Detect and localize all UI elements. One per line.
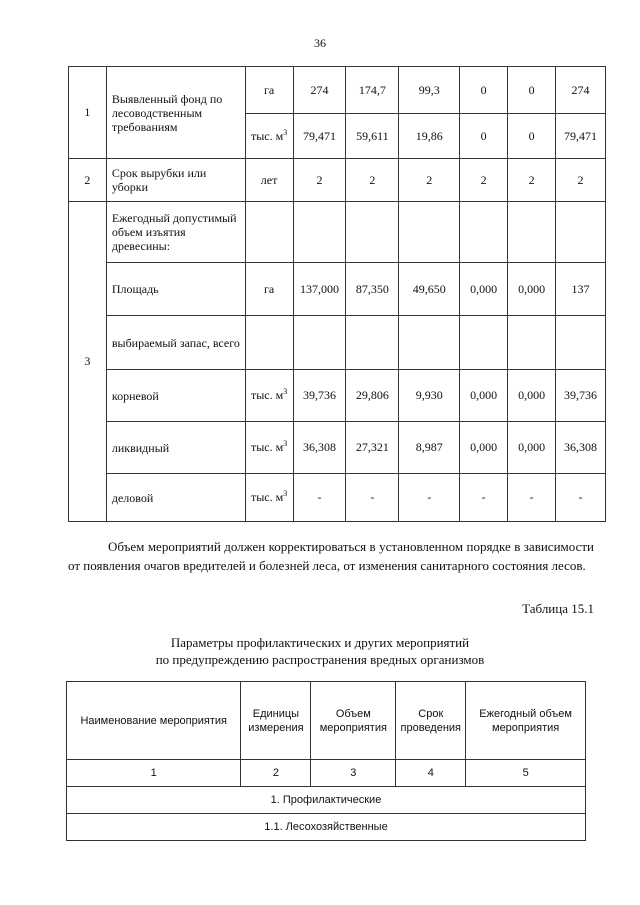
table-row: [69, 67, 606, 114]
column-header: Объем мероприятия: [311, 682, 396, 760]
value-cell: 274: [556, 67, 606, 114]
value-cell: 0,000: [508, 422, 556, 474]
value-cell: 0: [508, 67, 556, 114]
forest-use-table: [68, 66, 606, 522]
row-name: Площадь: [106, 263, 245, 316]
body-paragraph: Объем мероприятий должен корректироваться в установленном порядке в зависимости от появления очагов вредителей и болезней леса, от изменения санитарного состояния лесов.: [68, 539, 594, 573]
value-cell: -: [460, 474, 508, 522]
measures-table: [66, 681, 586, 841]
table-title-line1: Параметры профилактических и других мероприятий: [170, 635, 470, 650]
page-number: 36: [314, 36, 326, 50]
value-cell: 8,987: [399, 422, 460, 474]
empty-cell: [245, 316, 293, 370]
value-cell: 0,000: [460, 263, 508, 316]
value-cell: 99,3: [399, 67, 460, 114]
empty-cell: [556, 316, 606, 370]
subsection-heading: 1.1. Лесохозяйственные: [67, 814, 586, 841]
value-cell: 36,308: [556, 422, 606, 474]
unit-text: тыс. м: [250, 128, 284, 143]
value-cell: -: [293, 474, 346, 522]
row-number: 2: [69, 159, 107, 202]
empty-cell: [293, 202, 346, 263]
value-cell: 0: [460, 67, 508, 114]
row-name: выбираемый запас, всего: [106, 316, 245, 370]
table-row: [69, 422, 606, 474]
unit-superscript: 3: [283, 387, 288, 396]
section-row: [67, 814, 586, 841]
unit-cell: га: [245, 263, 293, 316]
column-header: Наименование мероприятия: [67, 682, 241, 760]
value-cell: 137,000: [293, 263, 346, 316]
value-cell: 39,736: [556, 370, 606, 422]
table-row: [69, 474, 606, 522]
value-cell: 0: [508, 114, 556, 159]
section-row: [67, 787, 586, 814]
table-header-row: [67, 682, 586, 760]
empty-cell: [399, 202, 460, 263]
value-cell: 49,650: [399, 263, 460, 316]
value-cell: 79,471: [556, 114, 606, 159]
empty-cell: [245, 202, 293, 263]
value-cell: 2: [508, 159, 556, 202]
empty-cell: [346, 316, 399, 370]
section-heading: 1. Профилактические: [67, 787, 586, 814]
row-name: Выявленный фонд по лесоводственным требованиям: [106, 67, 245, 159]
unit-cell: га: [245, 67, 293, 114]
column-number: 2: [241, 760, 311, 787]
empty-cell: [460, 202, 508, 263]
unit-superscript: 3: [283, 127, 288, 137]
column-header: Ежегодный объем мероприятия: [466, 682, 586, 760]
column-header: Срок проведения: [396, 682, 466, 760]
table-title-line2: по предупреждению распространения вредных организмов: [155, 652, 485, 667]
value-cell: 137: [556, 263, 606, 316]
column-number: 4: [396, 760, 466, 787]
value-cell: 9,930: [399, 370, 460, 422]
empty-cell: [346, 202, 399, 263]
column-number-row: [67, 760, 586, 787]
empty-cell: [556, 202, 606, 263]
table-title: [0, 634, 640, 668]
empty-cell: [508, 316, 556, 370]
unit-superscript: 3: [283, 439, 288, 448]
row-number: 3: [69, 202, 107, 522]
value-cell: -: [508, 474, 556, 522]
value-cell: -: [346, 474, 399, 522]
empty-cell: [460, 316, 508, 370]
empty-cell: [399, 316, 460, 370]
value-cell: 2: [460, 159, 508, 202]
unit-text: тыс. м: [250, 388, 284, 402]
table-row: [69, 316, 606, 370]
value-cell: 59,611: [346, 114, 399, 159]
value-cell: 87,350: [346, 263, 399, 316]
column-number: 1: [67, 760, 241, 787]
row-name: Ежегодный допустимый объем изъятия древесины:: [106, 202, 245, 263]
unit-text: тыс. м: [250, 490, 284, 504]
value-cell: 36,308: [293, 422, 346, 474]
value-cell: 19,86: [399, 114, 460, 159]
value-cell: 0,000: [508, 263, 556, 316]
value-cell: 174,7: [346, 67, 399, 114]
table-row: [69, 370, 606, 422]
column-number: 5: [466, 760, 586, 787]
row-name: ликвидный: [106, 422, 245, 474]
unit-cell: [245, 474, 293, 522]
unit-text: тыс. м: [250, 440, 284, 454]
value-cell: 2: [556, 159, 606, 202]
row-name: деловой: [106, 474, 245, 522]
value-cell: 0,000: [508, 370, 556, 422]
table-row: [69, 159, 606, 202]
column-header: Единицы измерения: [241, 682, 311, 760]
value-cell: 2: [346, 159, 399, 202]
value-cell: 274: [293, 67, 346, 114]
empty-cell: [293, 316, 346, 370]
table-row: [69, 263, 606, 316]
value-cell: -: [556, 474, 606, 522]
unit-cell: [245, 370, 293, 422]
value-cell: 27,321: [346, 422, 399, 474]
value-cell: 0: [460, 114, 508, 159]
value-cell: 39,736: [293, 370, 346, 422]
row-name: Срок вырубки или уборки: [106, 159, 245, 202]
unit-cell: [245, 422, 293, 474]
row-name: корневой: [106, 370, 245, 422]
unit-superscript: 3: [283, 489, 288, 498]
value-cell: 29,806: [346, 370, 399, 422]
unit-cell: [245, 114, 293, 159]
column-number: 3: [311, 760, 396, 787]
table-caption: Таблица 15.1: [522, 601, 594, 616]
value-cell: 0,000: [460, 422, 508, 474]
value-cell: 2: [399, 159, 460, 202]
value-cell: 0,000: [460, 370, 508, 422]
row-number: 1: [69, 67, 107, 159]
value-cell: -: [399, 474, 460, 522]
empty-cell: [508, 202, 556, 263]
value-cell: 79,471: [293, 114, 346, 159]
value-cell: 2: [293, 159, 346, 202]
table-row: [69, 202, 606, 263]
unit-cell: лет: [245, 159, 293, 202]
